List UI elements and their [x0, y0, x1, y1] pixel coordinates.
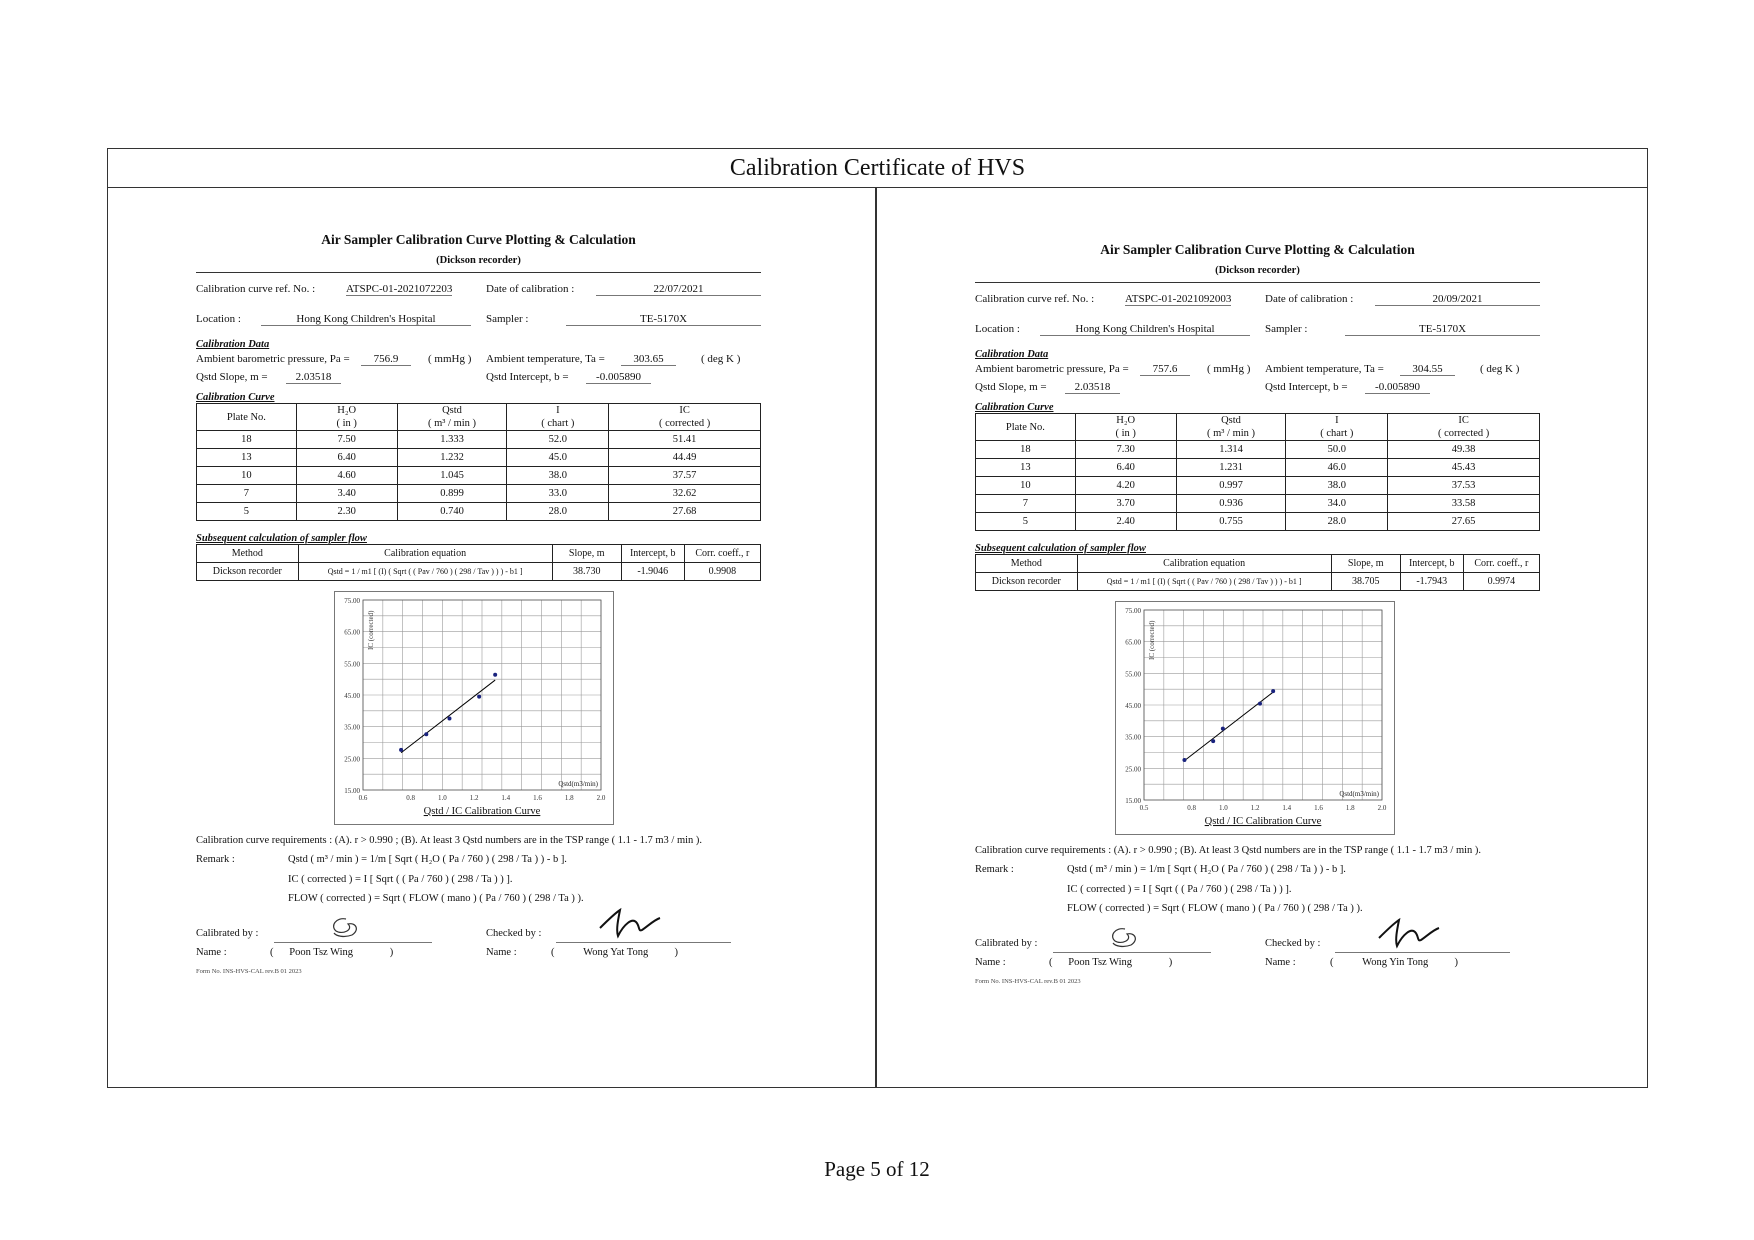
- table-cell: 18: [197, 431, 297, 449]
- pa-label: Ambient barometric pressure, Pa =: [975, 363, 1129, 375]
- table-cell: 4.60: [296, 467, 397, 485]
- header-ic: IC: [1458, 415, 1469, 426]
- table-cell: 10: [197, 467, 297, 485]
- sampler-value: TE-5170X: [1345, 323, 1540, 336]
- y-tick-label: 35.00: [344, 723, 360, 732]
- x-tick-label: 1.0: [1218, 804, 1228, 812]
- header-i: I: [1335, 415, 1339, 426]
- calibrator-signature: [1105, 924, 1145, 950]
- data-point: [1258, 702, 1262, 706]
- x-tick-label: 2.0: [596, 794, 606, 802]
- ref-row: [196, 273, 761, 303]
- subsequent-calculation-heading: Subsequent calculation of sampler flow: [975, 543, 1146, 554]
- header-h2o-unit: ( in ): [1115, 428, 1136, 439]
- table-cell: 4.20: [1075, 477, 1176, 495]
- data-point: [1182, 758, 1186, 762]
- remark-ic-formula: IC ( corrected ) = I [ Sqrt ( ( Pa / 760 ) ( 298 / Ta ) ) ].: [1067, 884, 1292, 895]
- checker-signature-line: [556, 942, 731, 943]
- table-cell: 51.41: [609, 431, 761, 449]
- table-cell: 6.40: [1075, 459, 1176, 477]
- x-tick-label: 1.0: [437, 794, 447, 802]
- table-cell: 2.40: [1075, 513, 1176, 531]
- col-i: [1286, 414, 1388, 441]
- method-table-header: [197, 545, 761, 563]
- location-value: Hong Kong Children's Hospital: [261, 313, 471, 326]
- chart-svg: [1116, 602, 1394, 834]
- panel-subtitle: (Dickson recorder): [436, 255, 521, 266]
- subsequent-calculation-heading: Subsequent calculation of sampler flow: [196, 533, 367, 544]
- method-cell: 38.705: [1331, 573, 1400, 591]
- table-cell: 7.50: [296, 431, 397, 449]
- y-tick-label: 65.00: [1125, 638, 1141, 647]
- table-cell: 34.0: [1286, 495, 1388, 513]
- left-calibration-panel: [196, 232, 761, 975]
- data-point: [477, 695, 481, 699]
- method-cell: Qstd = 1 / m1 [ (I) ( Sqrt ( ( Pav / 760 ) ( 298 / Tav ) ) ) - b1 ]: [1077, 573, 1331, 591]
- table-cell: 18: [976, 441, 1076, 459]
- y-axis-label: IC (corrected): [367, 610, 375, 650]
- method-cell: 0.9974: [1463, 573, 1539, 591]
- calibrator-name-label: Name :: [975, 957, 1006, 968]
- data-point: [1211, 739, 1215, 743]
- col-h2o: [1075, 414, 1176, 441]
- remark-qstd-formula: Qstd ( m³ / min ) = 1/m [ Sqrt ( H₂O ( Pa / 760 ) ( 298 / Ta ) ) - b ].: [288, 854, 567, 865]
- ta-value: 303.65: [621, 353, 676, 366]
- method-header: Method: [976, 555, 1078, 573]
- table-cell: 28.0: [1286, 513, 1388, 531]
- y-tick-label: 35.00: [1125, 733, 1141, 742]
- table-cell: 27.68: [609, 503, 761, 521]
- header-qstd: Qstd: [442, 405, 462, 416]
- remark-qstd-formula: Qstd ( m³ / min ) = 1/m [ Sqrt ( H₂O ( Pa / 760 ) ( 298 / Ta ) ) - b ].: [1067, 864, 1346, 875]
- checked-by-label: Checked by :: [486, 928, 542, 939]
- y-tick-label: 55.00: [1125, 670, 1141, 679]
- calibrator-name-label: Name :: [196, 947, 227, 958]
- remark-block: [196, 854, 761, 914]
- table-row: [197, 431, 761, 449]
- calibrated-by-label: Calibrated by :: [196, 928, 259, 939]
- calibration-data-heading: Calibration Data: [975, 349, 1049, 360]
- table-cell: 2.30: [296, 503, 397, 521]
- ta-value: 304.55: [1400, 363, 1455, 376]
- y-tick-label: 25.00: [1125, 765, 1141, 774]
- table-cell: 37.57: [609, 467, 761, 485]
- table-cell: 0.740: [397, 503, 507, 521]
- method-cell: 0.9908: [684, 563, 760, 581]
- data-point: [1271, 689, 1275, 693]
- calibrator-name: ( Poon Tsz Wing ): [1049, 957, 1173, 968]
- table-cell: 13: [197, 449, 297, 467]
- signature-block: [196, 914, 761, 962]
- x-tick-label: 0.8: [1187, 804, 1196, 812]
- table-row: [197, 485, 761, 503]
- checker-signature-line: [1335, 952, 1510, 953]
- checker-signature: [1375, 916, 1445, 950]
- col-ic: [1388, 414, 1540, 441]
- table-cell: 13: [976, 459, 1076, 477]
- location-label: Location :: [975, 323, 1020, 335]
- col-plate-no: [976, 414, 1076, 441]
- calibration-curve-heading: Calibration Curve: [975, 402, 1054, 413]
- method-header: Corr. coeff., r: [1463, 555, 1539, 573]
- y-tick-label: 75.00: [344, 597, 360, 605]
- method-row: [976, 573, 1540, 591]
- location-value: Hong Kong Children's Hospital: [1040, 323, 1250, 336]
- method-header: Slope, m: [552, 545, 621, 563]
- y-tick-label: 15.00: [344, 787, 360, 795]
- table-row: [976, 459, 1540, 477]
- pa-label: Ambient barometric pressure, Pa =: [196, 353, 350, 365]
- ta-label: Ambient temperature, Ta =: [486, 353, 605, 365]
- calibrator-name: ( Poon Tsz Wing ): [270, 947, 394, 958]
- header-plate-no: Plate No.: [226, 411, 266, 423]
- x-tick-label: 1.2: [1250, 804, 1260, 812]
- panel-divider: [875, 187, 877, 1087]
- calibrator-signature-line: [274, 942, 432, 943]
- table-cell: 33.0: [507, 485, 609, 503]
- method-cell: Dickson recorder: [197, 563, 299, 581]
- table-cell: 0.936: [1176, 495, 1286, 513]
- col-qstd: [1176, 414, 1286, 441]
- table-cell: 1.045: [397, 467, 507, 485]
- col-ic: [609, 404, 761, 431]
- method-header: Intercept, b: [1400, 555, 1463, 573]
- data-point: [424, 732, 428, 736]
- table-cell: 45.43: [1388, 459, 1540, 477]
- table-cell: 7: [197, 485, 297, 503]
- checker-name: ( Wong Yat Tong ): [551, 947, 678, 958]
- table-cell: 38.0: [1286, 477, 1388, 495]
- ta-unit: ( deg K ): [701, 353, 741, 365]
- table-row: [976, 441, 1540, 459]
- header-i: I: [556, 405, 560, 416]
- calibration-chart: [334, 591, 614, 825]
- slope-label: Qstd Slope, m =: [975, 381, 1047, 393]
- ref-label: Calibration curve ref. No. :: [975, 293, 1095, 305]
- y-tick-label: 75.00: [1125, 607, 1141, 615]
- pa-unit: ( mmHg ): [1207, 363, 1251, 375]
- table-cell: 33.58: [1388, 495, 1540, 513]
- calibrator-signature: [326, 914, 366, 940]
- header-ic-unit: ( corrected ): [1437, 428, 1490, 439]
- x-tick-label: 1.4: [501, 794, 511, 802]
- requirements-text: Calibration curve requirements : (A). r > 0.990 ; (B). At least 3 Qstd numbers are in the TSP range ( 1.1 - 1.7 m3 / min ).: [196, 835, 703, 846]
- table-cell: 50.0: [1286, 441, 1388, 459]
- col-plate-no: [197, 404, 297, 431]
- col-h2o: [296, 404, 397, 431]
- method-cell: Dickson recorder: [976, 573, 1078, 591]
- checker-name: ( Wong Yin Tong ): [1330, 957, 1459, 968]
- x-tick-label: 1.8: [1345, 804, 1355, 812]
- method-header: Calibration equation: [1077, 555, 1331, 573]
- pressure-row: [196, 350, 761, 368]
- pressure-row: [975, 360, 1540, 378]
- remark-block: [975, 864, 1540, 924]
- header-i-unit: ( chart ): [541, 418, 575, 429]
- y-tick-label: 25.00: [344, 755, 360, 764]
- date-label: Date of calibration :: [1265, 293, 1354, 305]
- calibration-table-header: [197, 404, 761, 431]
- table-cell: 0.755: [1176, 513, 1286, 531]
- x-tick-label: 1.4: [1282, 804, 1292, 812]
- location-label: Location :: [196, 313, 241, 325]
- table-cell: 46.0: [1286, 459, 1388, 477]
- table-cell: 37.53: [1388, 477, 1540, 495]
- pa-unit: ( mmHg ): [428, 353, 472, 365]
- date-value: 20/09/2021: [1375, 293, 1540, 306]
- slope-row: [975, 378, 1540, 398]
- x-tick-label: 1.8: [564, 794, 574, 802]
- checker-name-label: Name :: [1265, 957, 1296, 968]
- header-h2o: H₂O: [337, 405, 357, 416]
- method-table-header: [976, 555, 1540, 573]
- ref-value: ATSPC-01-2021072203: [346, 283, 453, 295]
- intercept-label: Qstd Intercept, b =: [486, 371, 569, 383]
- method-table: [975, 554, 1540, 591]
- y-axis-label: IC (corrected): [1148, 620, 1156, 660]
- table-cell: 49.38: [1388, 441, 1540, 459]
- method-cell: 38.730: [552, 563, 621, 581]
- method-table: [196, 544, 761, 581]
- ta-unit: ( deg K ): [1480, 363, 1520, 375]
- table-row: [976, 477, 1540, 495]
- chart-title: Qstd / IC Calibration Curve: [1204, 816, 1322, 827]
- y-tick-label: 15.00: [1125, 797, 1141, 805]
- slope-label: Qstd Slope, m =: [196, 371, 268, 383]
- table-cell: 44.49: [609, 449, 761, 467]
- header-qstd-unit: ( m³ / min ): [1206, 428, 1256, 439]
- y-tick-label: 45.00: [1125, 702, 1141, 710]
- header-i-unit: ( chart ): [1320, 428, 1354, 439]
- calibrated-by-label: Calibrated by :: [975, 938, 1038, 949]
- chart-svg: [335, 592, 613, 824]
- ref-row: [975, 283, 1540, 313]
- method-header: Calibration equation: [298, 545, 552, 563]
- slope-value: 2.03518: [1065, 381, 1120, 394]
- calibration-table: [196, 403, 761, 521]
- method-cell: -1.7943: [1400, 573, 1463, 591]
- x-tick-label: 2.0: [1377, 804, 1387, 812]
- table-cell: 1.314: [1176, 441, 1286, 459]
- intercept-value: -0.005890: [1365, 381, 1430, 394]
- table-row: [197, 467, 761, 485]
- x-tick-label: 1.2: [469, 794, 479, 802]
- signature-block: [975, 924, 1540, 972]
- checked-by-label: Checked by :: [1265, 938, 1321, 949]
- ref-value: ATSPC-01-2021092003: [1125, 293, 1232, 305]
- y-tick-label: 65.00: [344, 628, 360, 637]
- chart-title: Qstd / IC Calibration Curve: [423, 806, 541, 817]
- table-cell: 6.40: [296, 449, 397, 467]
- y-tick-label: 55.00: [344, 660, 360, 669]
- checker-name-label: Name :: [486, 947, 517, 958]
- remark-flow-formula: FLOW ( corrected ) = Sqrt ( FLOW ( mano ) ( Pa / 760 ) ( 298 / Ta ) ).: [1067, 903, 1363, 914]
- panel-subtitle: (Dickson recorder): [1215, 265, 1300, 276]
- table-cell: 5: [197, 503, 297, 521]
- date-value: 22/07/2021: [596, 283, 761, 296]
- intercept-label: Qstd Intercept, b =: [1265, 381, 1348, 393]
- table-cell: 0.997: [1176, 477, 1286, 495]
- method-header: Corr. coeff., r: [684, 545, 760, 563]
- x-axis-label: Qstd(m3/min): [1339, 790, 1379, 798]
- table-cell: 45.0: [507, 449, 609, 467]
- method-cell: -1.9046: [621, 563, 684, 581]
- method-header: Intercept, b: [621, 545, 684, 563]
- remark-ic-formula: IC ( corrected ) = I [ Sqrt ( ( Pa / 760 ) ( 298 / Ta ) ) ].: [288, 874, 513, 885]
- table-cell: 7: [976, 495, 1076, 513]
- data-point: [493, 673, 497, 677]
- calibration-data-heading: Calibration Data: [196, 339, 270, 350]
- sampler-label: Sampler :: [1265, 323, 1308, 335]
- trendline: [401, 680, 495, 753]
- header-qstd: Qstd: [1221, 415, 1241, 426]
- remark-label: Remark :: [196, 854, 235, 865]
- header-plate-no: Plate No.: [1005, 421, 1045, 433]
- sampler-label: Sampler :: [486, 313, 529, 325]
- method-header: Slope, m: [1331, 555, 1400, 573]
- calibration-chart: [1115, 601, 1395, 835]
- calibration-curve-heading: Calibration Curve: [196, 392, 275, 403]
- table-cell: 5: [976, 513, 1076, 531]
- right-calibration-panel: [975, 242, 1540, 985]
- remark-flow-formula: FLOW ( corrected ) = Sqrt ( FLOW ( mano ) ( Pa / 760 ) ( 298 / Ta ) ).: [288, 893, 584, 904]
- x-axis-label: Qstd(m3/min): [558, 780, 598, 788]
- table-cell: 27.65: [1388, 513, 1540, 531]
- slope-value: 2.03518: [286, 371, 341, 384]
- form-number: Form No. INS-HVS-CAL rev.B 01 2023: [975, 978, 1081, 985]
- location-row: [196, 303, 761, 333]
- table-cell: 7.30: [1075, 441, 1176, 459]
- header-h2o-unit: ( in ): [336, 418, 357, 429]
- y-tick-label: 45.00: [344, 692, 360, 700]
- x-tick-label: 1.6: [533, 794, 542, 802]
- header-ic: IC: [679, 405, 690, 416]
- pa-value: 757.6: [1140, 363, 1190, 376]
- table-cell: 32.62: [609, 485, 761, 503]
- table-cell: 1.231: [1176, 459, 1286, 477]
- x-tick-label: 0.5: [1139, 804, 1149, 812]
- table-cell: 52.0: [507, 431, 609, 449]
- table-cell: 3.40: [296, 485, 397, 503]
- method-row: [197, 563, 761, 581]
- header-qstd-unit: ( m³ / min ): [427, 418, 477, 429]
- calibration-table: [975, 413, 1540, 531]
- table-cell: 3.70: [1075, 495, 1176, 513]
- intercept-value: -0.005890: [586, 371, 651, 384]
- table-row: [976, 513, 1540, 531]
- slope-row: [196, 368, 761, 388]
- table-cell: 10: [976, 477, 1076, 495]
- page-number: Page 5 of 12: [824, 1157, 930, 1181]
- sampler-value: TE-5170X: [566, 313, 761, 326]
- calibration-table-header: [976, 414, 1540, 441]
- data-point: [447, 717, 451, 721]
- x-tick-label: 0.6: [358, 794, 368, 802]
- requirements-text: Calibration curve requirements : (A). r > 0.990 ; (B). At least 3 Qstd numbers are in the TSP range ( 1.1 - 1.7 m3 / min ).: [975, 845, 1482, 856]
- pa-value: 756.9: [361, 353, 411, 366]
- date-label: Date of calibration :: [486, 283, 575, 295]
- panel-title: Air Sampler Calibration Curve Plotting & Calculation: [321, 232, 636, 247]
- panel-title: Air Sampler Calibration Curve Plotting & Calculation: [1100, 242, 1415, 257]
- table-cell: 28.0: [507, 503, 609, 521]
- certificate-title: Calibration Certificate of HVS: [108, 149, 1647, 188]
- remark-label: Remark :: [975, 864, 1014, 875]
- table-cell: 0.899: [397, 485, 507, 503]
- table-cell: 1.232: [397, 449, 507, 467]
- table-row: [976, 495, 1540, 513]
- table-row: [197, 449, 761, 467]
- x-tick-label: 1.6: [1314, 804, 1323, 812]
- method-header: Method: [197, 545, 299, 563]
- ta-label: Ambient temperature, Ta =: [1265, 363, 1384, 375]
- checker-signature: [596, 906, 666, 940]
- data-point: [399, 748, 403, 752]
- form-number: Form No. INS-HVS-CAL rev.B 01 2023: [196, 968, 302, 975]
- header-h2o: H₂O: [1116, 415, 1136, 426]
- method-cell: Qstd = 1 / m1 [ (I) ( Sqrt ( ( Pav / 760 ) ( 298 / Tav ) ) ) - b1 ]: [298, 563, 552, 581]
- table-row: [197, 503, 761, 521]
- x-tick-label: 0.8: [406, 794, 415, 802]
- table-cell: 1.333: [397, 431, 507, 449]
- location-row: [975, 313, 1540, 343]
- calibrator-signature-line: [1053, 952, 1211, 953]
- header-ic-unit: ( corrected ): [658, 418, 711, 429]
- data-point: [1221, 727, 1225, 731]
- col-qstd: [397, 404, 507, 431]
- table-cell: 38.0: [507, 467, 609, 485]
- col-i: [507, 404, 609, 431]
- ref-label: Calibration curve ref. No. :: [196, 283, 316, 295]
